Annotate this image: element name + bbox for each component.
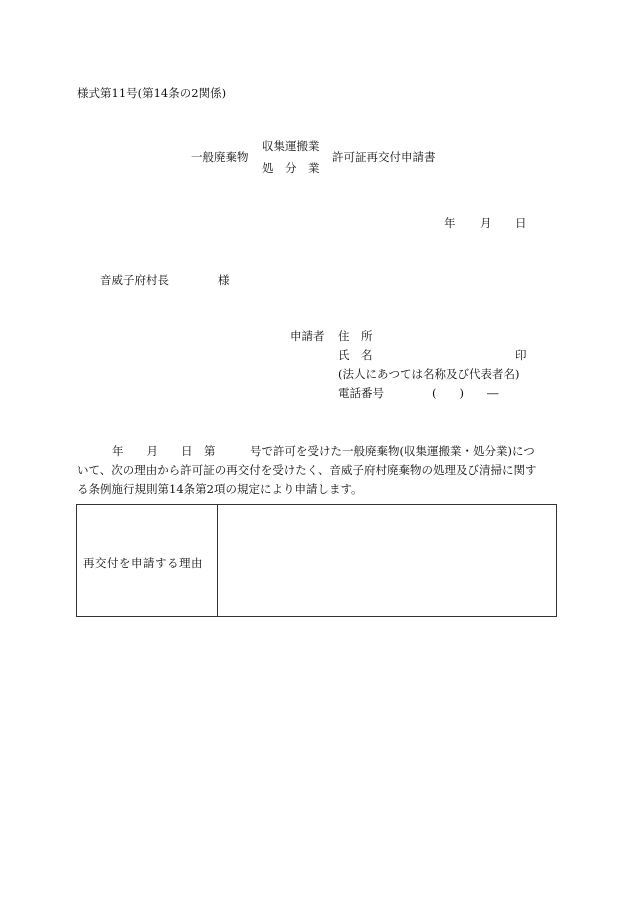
reason-label-cell: [77, 505, 218, 616]
applicant-seal: 印: [515, 348, 527, 362]
reason-table: [76, 504, 557, 617]
applicant-corporate-note: (法人にあつては名称及び代表者名): [338, 367, 520, 381]
title-business-collection: 収集運搬業: [262, 139, 320, 153]
title-prefix: 一般廃棄物: [191, 150, 249, 164]
addressee-honorific: 様: [218, 273, 230, 287]
reason-input-cell[interactable]: [218, 505, 556, 616]
applicant-address-label: 住 所: [338, 329, 373, 343]
addressee-name: 音威子府村長: [100, 273, 169, 287]
form-number: 様式第11号(第14条の2関係): [77, 86, 227, 100]
applicant-name-label: 氏 名: [338, 348, 373, 362]
applicant-phone-format: ( ) ―: [432, 386, 499, 400]
date-month-label: 月: [480, 216, 492, 230]
date-year-label: 年: [444, 216, 456, 230]
date-day-label: 日: [515, 216, 527, 230]
title-suffix: 許可証再交付申請書: [332, 150, 436, 164]
body-line-2: いて、次の理由から許可証の再交付を受けたく、音威子府村廃棄物の処理及び清掃に関す: [77, 463, 537, 477]
body-line-1: 年 月 日 第 号で許可を受けた一般廃棄物(収集運搬業・処分業)につ: [112, 444, 535, 458]
body-line-3: る条例施行規則第14条第2項の規定により申請します。: [77, 482, 363, 496]
title-business-disposal: 処 分 業: [262, 161, 320, 175]
applicant-label: 申請者: [290, 329, 325, 343]
applicant-phone-label: 電話番号: [338, 386, 384, 400]
reason-label: 再交付を申請する理由: [83, 556, 203, 570]
